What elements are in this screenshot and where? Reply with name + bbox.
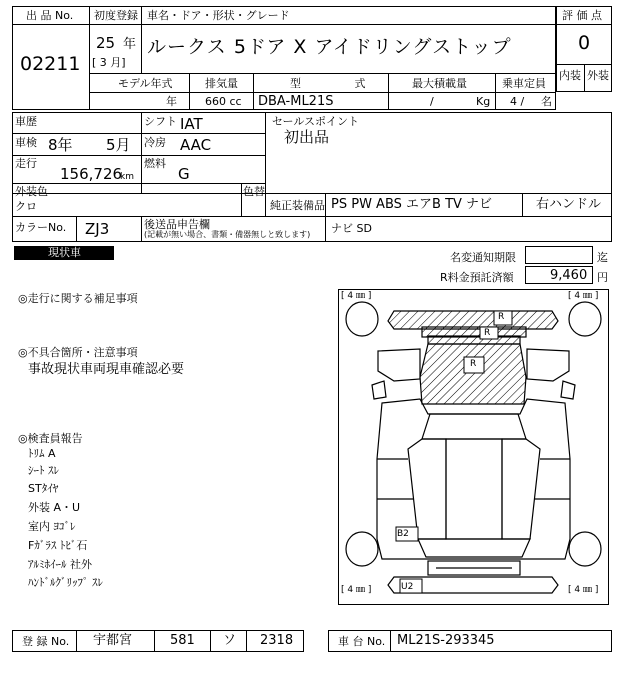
inspection-year: 8年: [48, 136, 73, 154]
first-reg-year: 25: [96, 34, 116, 52]
score-label: 評 価 点: [562, 9, 602, 22]
max-load-label: 最大積載量: [412, 77, 467, 90]
aftermarket-note: (記載が無い場合、書類・備器無しと致します): [144, 230, 311, 239]
model-label: 型 式: [290, 77, 366, 90]
tire-depth-front-right: [ 4 ㎜ ]: [568, 291, 599, 301]
color-no: ZJ3: [85, 220, 110, 238]
color-change-label: 色替: [243, 185, 265, 198]
model-year-unit: 年: [166, 95, 177, 108]
inspector-item: ｼｰﾄ ｽﾚ: [28, 464, 59, 477]
displacement: 660 cc: [205, 95, 242, 108]
ext-color-label: 外装色: [15, 185, 48, 198]
car-name-label: 車名・ドア・形状・グレード: [147, 9, 290, 22]
lot-no: 02211: [20, 53, 81, 75]
mileage-label: 走行: [15, 157, 37, 170]
color-no-label: カラーNo.: [15, 221, 67, 234]
tire-depth-front-left: [ 4 ㎜ ]: [341, 291, 372, 301]
inspector-item: 外装 A・U: [28, 501, 81, 514]
equipment: PS PW ABS エアB TV ナビ: [331, 197, 493, 212]
inspector-item: ｱﾙﾐﾎｲｰﾙ 社外: [28, 558, 92, 571]
capacity-unit: 名: [541, 95, 552, 108]
aftermarket-label: 後送品申告欄: [144, 218, 210, 231]
model-year-label: モデル年式: [118, 77, 173, 90]
recycle-amount: 9,460: [550, 268, 588, 283]
interior-label: 内装: [559, 69, 581, 82]
inspector-item: Fｶﾞﾗｽ ﾄﾋﾞ石: [28, 539, 88, 552]
car-outline-icon: [338, 289, 609, 605]
fuel-label: 燃料: [144, 157, 166, 170]
inspection-label: 車検: [15, 136, 37, 149]
reg-no-label: 登 録 No.: [22, 635, 70, 648]
damage-mark: U2: [401, 582, 414, 592]
mileage: 156,726: [60, 165, 123, 183]
defects-title: ◎不具合箇所・注意事項: [18, 346, 138, 359]
inspector-title: ◎検査員報告: [18, 432, 83, 445]
reg-number: 2318: [260, 633, 294, 648]
reg-kana: ソ: [223, 633, 237, 648]
reg-class: 581: [170, 633, 195, 648]
tire-depth-rear-left: [ 4 ㎜ ]: [341, 585, 372, 595]
model-code: DBA-ML21S: [258, 94, 334, 109]
ac-value: AAC: [180, 136, 212, 154]
damage-mark: R: [498, 312, 505, 322]
handle-side: 右ハンドル: [536, 197, 602, 212]
first-reg-year-unit: 年: [123, 37, 137, 52]
driving-notes-title: ◎走行に関する補足事項: [18, 292, 138, 305]
damage-mark: B2: [397, 529, 409, 539]
car-name: ルークス 5ドア X アイドリングストップ: [147, 36, 512, 58]
capacity-label: 乗車定員: [502, 77, 546, 90]
status-badge: 現状車: [14, 246, 114, 260]
chassis-no: ML21S-293345: [397, 633, 495, 648]
sales-point-label: セールスポイント: [272, 115, 360, 128]
capacity: 4 /: [510, 95, 525, 108]
mileage-unit: km: [120, 172, 134, 182]
chassis-label: 車 台 No.: [338, 635, 386, 648]
exterior-label: 外装: [587, 69, 609, 82]
ext-color: クロ: [15, 200, 37, 213]
equipment-label: 純正装備品: [270, 199, 325, 212]
name-change-unit: 迄: [597, 251, 608, 264]
ac-label: 冷房: [144, 136, 166, 149]
first-reg-label: 初度登録: [94, 9, 138, 22]
name-change-box: [525, 246, 593, 264]
inspector-item: ﾄﾘﾑ A: [28, 447, 56, 460]
max-load-unit: Kg: [476, 95, 491, 108]
defects-text: 事故現状車両現車確認必要: [28, 362, 185, 377]
inspector-item: 室内 ﾖｺﾞﾚ: [28, 520, 76, 533]
name-change-label: 名変通知期限: [450, 251, 516, 264]
recycle-unit: 円: [597, 271, 608, 284]
inspection-month: 5月: [106, 136, 131, 154]
aftermarket-value: ナビ SD: [331, 222, 372, 235]
score-value: 0: [578, 32, 591, 54]
recycle-label: R料金預託済額: [440, 271, 514, 284]
lot-no-label: 出 品 No.: [26, 9, 74, 22]
damage-mark: R: [484, 328, 491, 338]
reg-area: 宇都宮: [93, 633, 133, 648]
damage-mark: R: [470, 359, 477, 369]
displacement-label: 排気量: [205, 77, 238, 90]
fuel-value: G: [178, 165, 190, 183]
shift-label: シフト: [144, 115, 177, 128]
shift-value: IAT: [180, 115, 203, 133]
first-reg-month: [ 3 月]: [92, 56, 126, 69]
inspector-item: ﾊﾝﾄﾞﾙｸﾞﾘｯﾌﾟ ｽﾚ: [28, 576, 103, 589]
tire-depth-rear-right: [ 4 ㎜ ]: [568, 585, 599, 595]
max-load-slash: /: [430, 95, 434, 108]
sales-point: 初出品: [284, 128, 330, 146]
history-label: 車歴: [15, 115, 37, 128]
inspector-item: STﾀｲﾔ: [28, 482, 59, 495]
